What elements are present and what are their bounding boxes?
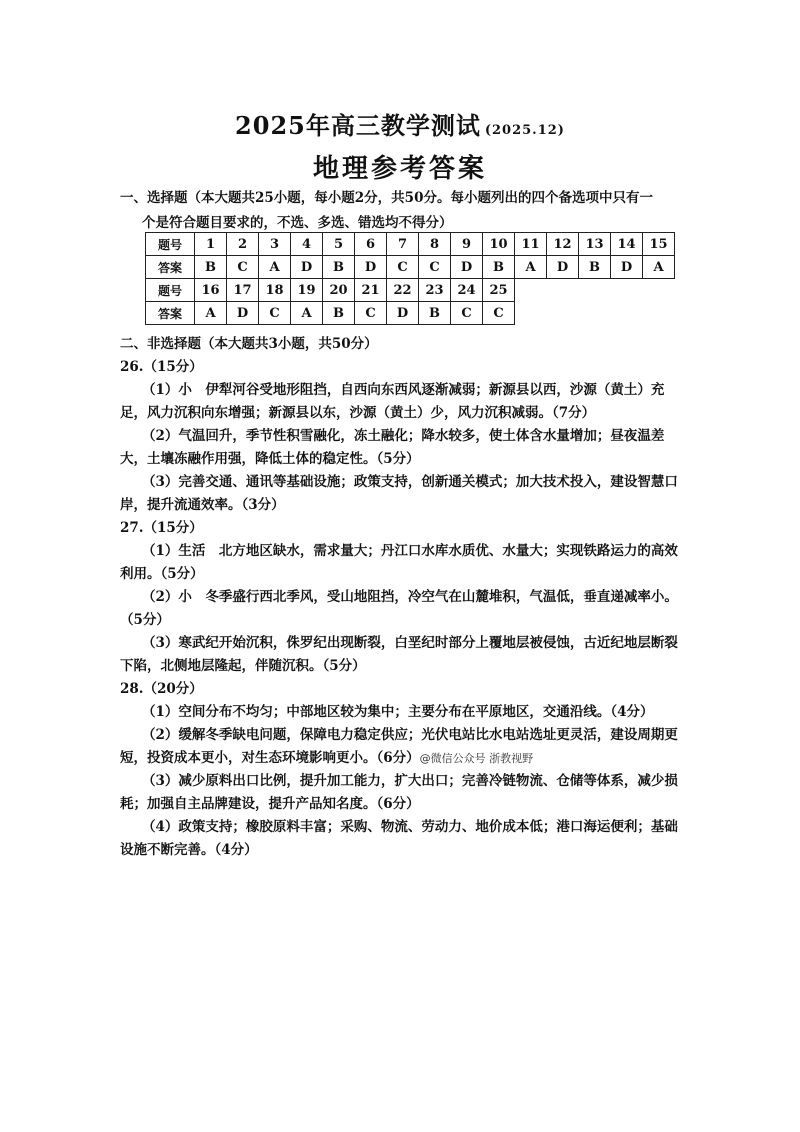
question-number: 2 <box>227 233 259 256</box>
question-number: 16 <box>195 279 227 302</box>
row-label-number: 题号 <box>146 233 195 256</box>
question-26-part-3: （3）完善交通、通讯等基础设施；政策支持，创新通关模式；加大技术投入，建设智慧口岸，提升流通效率。（3分） <box>120 474 678 513</box>
answer-cell: A <box>643 256 675 279</box>
answer-cell: A <box>515 256 547 279</box>
answer-cell: D <box>291 256 323 279</box>
question-number: 19 <box>291 279 323 302</box>
table-row-answers <box>146 302 515 325</box>
answer-cell: D <box>355 256 387 279</box>
row-label-number: 题号 <box>146 279 195 302</box>
section1-heading-line1: 一、选择题（本大题共25小题，每小题2分，共50分。每小题列出的四个备选项中只有一 <box>120 190 653 206</box>
question-number: 23 <box>419 279 451 302</box>
question-number: 24 <box>451 279 483 302</box>
answer-cell: D <box>227 302 259 325</box>
answer-cell: B <box>419 302 451 325</box>
exam-date: (2025.12) <box>484 123 565 138</box>
question-number: 20 <box>323 279 355 302</box>
row-label-answer: 答案 <box>146 302 195 325</box>
answer-cell: C <box>227 256 259 279</box>
answer-title: 地理参考答案 <box>312 154 487 184</box>
question-27-heading: 27.（15分） <box>120 520 203 536</box>
answer-cell: C <box>387 256 419 279</box>
answer-cell: B <box>323 256 355 279</box>
question-28-part-2 <box>120 724 680 770</box>
question-number: 10 <box>483 233 515 256</box>
answer-cell: C <box>259 302 291 325</box>
question-27-part-1: （1）生活 北方地区缺水，需求量大；丹江口水库水质优、水量大；实现铁路运力的高效利用。（5分） <box>120 543 678 582</box>
question-27-part-2: （2）小 冬季盛行西北季风，受山地阻挡，冷空气在山麓堆积，气温低，垂直递减率小。（5分） <box>120 589 678 628</box>
section1-heading <box>120 186 680 236</box>
answer-cell: B <box>195 256 227 279</box>
question-number: 18 <box>259 279 291 302</box>
exam-title-text: 2025年高三教学测试 <box>235 111 481 140</box>
answer-cell: D <box>547 256 579 279</box>
section1-heading-line2: 个是符合题目要求的，不选、多选、错选均不得分） <box>142 215 453 231</box>
answer-cell: B <box>483 256 515 279</box>
question-number: 14 <box>611 233 643 256</box>
question-28-part-3: （3）减少原料出口比例，提升加工能力，扩大出口；完善冷链物流、仓储等体系，减少损耗；加强自主品牌建设，提升产品知名度。（6分） <box>120 773 678 812</box>
question-number: 13 <box>579 233 611 256</box>
answers-content <box>120 356 680 862</box>
question-27-part-3: （3）寒武纪开始沉积，侏罗纪出现断裂，白垩纪时部分上覆地层被侵蚀，古近纪地层断裂下陷，北侧地层隆起，伴随沉积。（5分） <box>120 635 678 674</box>
question-number: 1 <box>195 233 227 256</box>
row-label-answer: 答案 <box>146 256 195 279</box>
question-number: 11 <box>515 233 547 256</box>
question-26-part-1: （1）小 伊犁河谷受地形阻挡，自西向东西风逐渐减弱；新源县以西，沙源（黄土）充足，风力沉积向东增强；新源县以东，沙源（黄土）少，风力沉积减弱。（7分） <box>120 382 665 421</box>
watermark-text: @微信公众号 浙教视野 <box>419 752 534 765</box>
question-number: 12 <box>547 233 579 256</box>
answer-cell: D <box>451 256 483 279</box>
question-26-heading: 26.（15分） <box>120 359 203 375</box>
answer-cell: C <box>355 302 387 325</box>
table-row-numbers <box>146 233 675 256</box>
question-number: 5 <box>323 233 355 256</box>
question-number: 21 <box>355 279 387 302</box>
question-26-part-2: （2）气温回升，季节性积雪融化，冻土融化；降水较多，使土体含水量增加；昼夜温差大，土壤冻融作用强，降低土体的稳定性。（5分） <box>120 428 665 467</box>
answer-cell: C <box>451 302 483 325</box>
question-28-part-4: （4）政策支持；橡胶原料丰富；采购、物流、劳动力、地价成本低；港口海运便利；基础设施不断完善。（4分） <box>120 819 678 858</box>
question-number: 8 <box>419 233 451 256</box>
table-row-numbers <box>146 279 515 302</box>
table-row-answers <box>146 256 675 279</box>
question-number: 4 <box>291 233 323 256</box>
question-number: 25 <box>483 279 515 302</box>
question-number: 17 <box>227 279 259 302</box>
question-number: 15 <box>643 233 675 256</box>
question-28-part-1: （1）空间分布不均匀；中部地区较为集中；主要分布在平原地区，交通沿线。（4分） <box>142 704 654 720</box>
answer-cell: C <box>483 302 515 325</box>
answer-cell: B <box>323 302 355 325</box>
answer-cell: B <box>579 256 611 279</box>
section2-heading: 二、非选择题（本大题共3小题，共50分） <box>120 336 378 352</box>
answer-cell: C <box>419 256 451 279</box>
answer-cell: D <box>611 256 643 279</box>
question-28-heading: 28.（20分） <box>120 681 203 697</box>
question-number: 22 <box>387 279 419 302</box>
exam-title <box>0 106 800 141</box>
question-28-part-2-text: （2）缓解冬季缺电问题，保障电力稳定供应；光伏电站比水电站选址更灵活，建设周期更短，投资成本更小，对生态环境影响更小。（6分） <box>120 727 678 766</box>
question-number: 6 <box>355 233 387 256</box>
answer-cell: A <box>259 256 291 279</box>
question-number: 3 <box>259 233 291 256</box>
answer-cell: A <box>195 302 227 325</box>
answer-cell: A <box>291 302 323 325</box>
answer-cell: D <box>387 302 419 325</box>
answer-table-1 <box>145 232 675 279</box>
question-number: 9 <box>451 233 483 256</box>
question-number: 7 <box>387 233 419 256</box>
answer-table-2 <box>145 278 515 325</box>
